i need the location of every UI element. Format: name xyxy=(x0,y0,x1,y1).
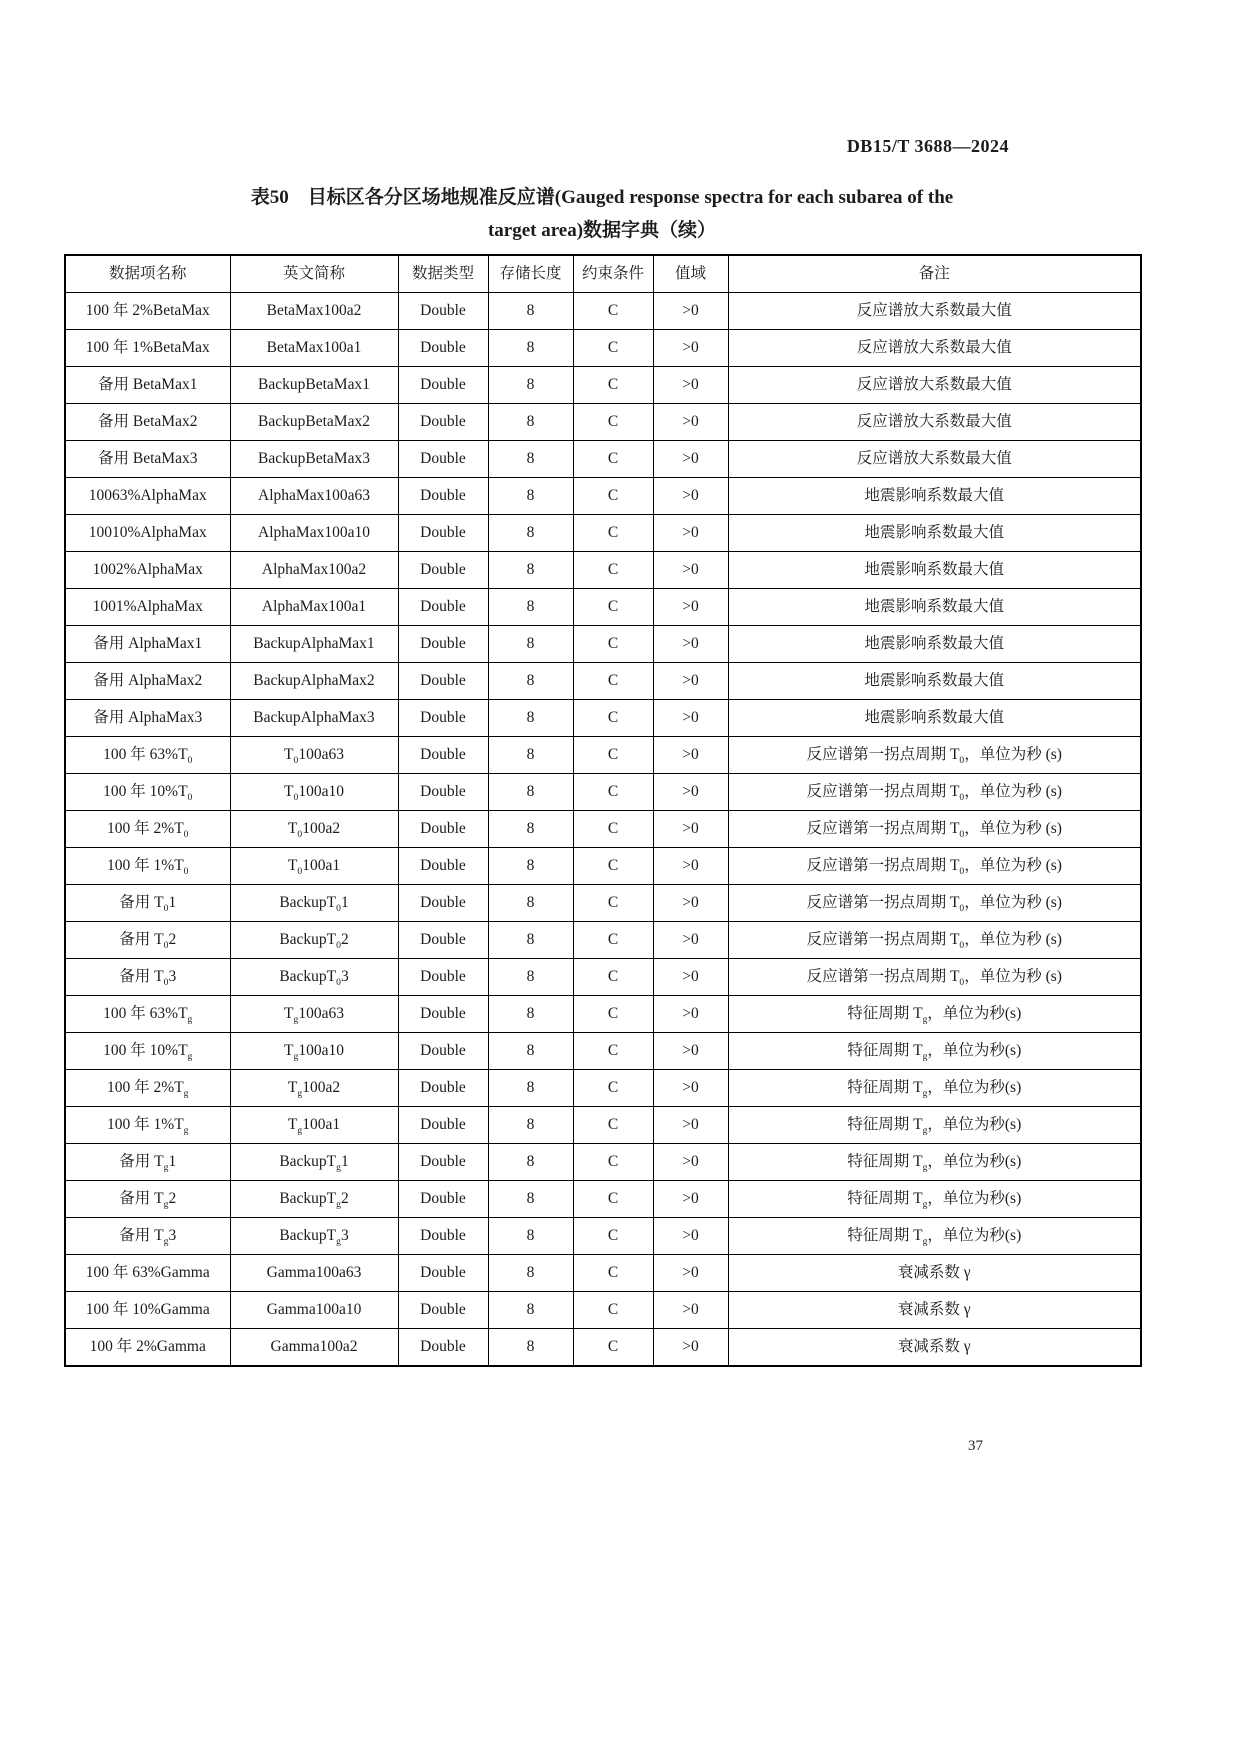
table-cell: >0 xyxy=(653,626,728,663)
table-cell: 备用 $T_03$ xyxy=(65,959,230,996)
table-cell: BackupAlphaMax1 xyxy=(230,626,398,663)
data-dictionary-table xyxy=(64,254,1142,1367)
table-cell: $T_0100a63$ xyxy=(230,737,398,774)
table-cell: 反应谱第一拐点周期 $T_0$，单位为秒 (s) xyxy=(728,885,1141,922)
table-cell: 8 xyxy=(488,774,573,811)
table-cell: C xyxy=(573,922,653,959)
table-cell: >0 xyxy=(653,1107,728,1144)
table-cell: BackupBetaMax3 xyxy=(230,441,398,478)
table-cell: BackupT$_0$2 xyxy=(230,922,398,959)
column-header-value-range: 值域 xyxy=(653,255,728,293)
table-row xyxy=(65,293,1141,330)
table-cell: 8 xyxy=(488,737,573,774)
table-cell: Double xyxy=(398,552,488,589)
table-cell: 反应谱第一拐点周期 $T_0$，单位为秒 (s) xyxy=(728,848,1141,885)
table-cell: C xyxy=(573,1144,653,1181)
table-cell: >0 xyxy=(653,589,728,626)
table-cell: BackupAlphaMax2 xyxy=(230,663,398,700)
table-cell: BackupT$_g$2 xyxy=(230,1181,398,1218)
table-cell: C xyxy=(573,885,653,922)
table-cell: 100 年 $2\%T_g$ xyxy=(65,1070,230,1107)
table-row xyxy=(65,589,1141,626)
table-row xyxy=(65,626,1141,663)
table-row xyxy=(65,404,1141,441)
table-cell: BackupT$_g$3 xyxy=(230,1218,398,1255)
table-cell: 8 xyxy=(488,848,573,885)
table-cell: 1002%AlphaMax xyxy=(65,552,230,589)
table-cell: BackupT$_0$1 xyxy=(230,885,398,922)
table-cell: BackupAlphaMax3 xyxy=(230,700,398,737)
table-row xyxy=(65,922,1141,959)
table-cell: 反应谱第一拐点周期 $T_0$，单位为秒 (s) xyxy=(728,922,1141,959)
table-cell: 100 年 $63\%T_g$ xyxy=(65,996,230,1033)
table-row xyxy=(65,478,1141,515)
table-cell: Double xyxy=(398,626,488,663)
table-cell: 100 年 $10\%T_0$ xyxy=(65,774,230,811)
table-title xyxy=(64,181,1140,248)
table-cell: C xyxy=(573,552,653,589)
table-row xyxy=(65,367,1141,404)
column-header-data-type: 数据类型 xyxy=(398,255,488,293)
table-cell: >0 xyxy=(653,330,728,367)
table-cell: 8 xyxy=(488,996,573,1033)
table-cell: 备用 $T_02$ xyxy=(65,922,230,959)
table-cell: >0 xyxy=(653,1218,728,1255)
column-header-remarks: 备注 xyxy=(728,255,1141,293)
table-row xyxy=(65,663,1141,700)
table-cell: 地震影响系数最大值 xyxy=(728,478,1141,515)
table-cell: AlphaMax100a10 xyxy=(230,515,398,552)
table-cell: 特征周期 $T_g$，单位为秒(s) xyxy=(728,1070,1141,1107)
table-cell: C xyxy=(573,1070,653,1107)
table-cell: >0 xyxy=(653,663,728,700)
table-cell: BetaMax100a1 xyxy=(230,330,398,367)
table-cell: >0 xyxy=(653,1181,728,1218)
table-cell: 特征周期 $T_g$，单位为秒(s) xyxy=(728,1218,1141,1255)
table-cell: 8 xyxy=(488,515,573,552)
table-cell: 反应谱第一拐点周期 $T_0$，单位为秒 (s) xyxy=(728,737,1141,774)
table-cell: 备用 $T_g1$ xyxy=(65,1144,230,1181)
table-cell: 地震影响系数最大值 xyxy=(728,663,1141,700)
table-row xyxy=(65,1070,1141,1107)
column-header-data-item-name: 数据项名称 xyxy=(65,255,230,293)
table-cell: Double xyxy=(398,737,488,774)
table-cell: C xyxy=(573,367,653,404)
table-cell: $T_g100a10$ xyxy=(230,1033,398,1070)
table-cell: 100 年 10%Gamma xyxy=(65,1292,230,1329)
table-cell: 8 xyxy=(488,441,573,478)
table-cell: >0 xyxy=(653,1292,728,1329)
table-cell: >0 xyxy=(653,922,728,959)
table-cell: 特征周期 $T_g$，单位为秒(s) xyxy=(728,996,1141,1033)
table-cell: 衰减系数 γ xyxy=(728,1329,1141,1367)
table-row xyxy=(65,737,1141,774)
table-cell: AlphaMax100a63 xyxy=(230,478,398,515)
table-cell: >0 xyxy=(653,811,728,848)
table-cell: Double xyxy=(398,330,488,367)
table-cell: $T_0100a1$ xyxy=(230,848,398,885)
data-dictionary-table-wrap xyxy=(64,254,1140,1367)
table-cell: C xyxy=(573,515,653,552)
table-cell: 100 年 2%Gamma xyxy=(65,1329,230,1367)
table-cell: 地震影响系数最大值 xyxy=(728,552,1141,589)
table-cell: Double xyxy=(398,293,488,330)
table-title-line1: 表50 目标区各分区场地规准反应谱(Gauged response spectra for each subarea of the xyxy=(250,187,954,208)
table-cell: 反应谱放大系数最大值 xyxy=(728,404,1141,441)
table-cell: 100 年 1%BetaMax xyxy=(65,330,230,367)
table-cell: 10063%AlphaMax xyxy=(65,478,230,515)
column-header-storage-length: 存储长度 xyxy=(488,255,573,293)
table-cell: 反应谱放大系数最大值 xyxy=(728,441,1141,478)
table-cell: 反应谱第一拐点周期 $T_0$，单位为秒 (s) xyxy=(728,774,1141,811)
table-cell: 8 xyxy=(488,959,573,996)
table-cell: Double xyxy=(398,1329,488,1367)
table-row xyxy=(65,515,1141,552)
table-cell: 100 年 63%Gamma xyxy=(65,1255,230,1292)
table-cell: >0 xyxy=(653,404,728,441)
table-cell: Double xyxy=(398,1107,488,1144)
table-row xyxy=(65,700,1141,737)
table-row xyxy=(65,1144,1141,1181)
table-cell: >0 xyxy=(653,367,728,404)
table-cell: 100 年 $63\%T_0$ xyxy=(65,737,230,774)
table-cell: AlphaMax100a1 xyxy=(230,589,398,626)
table-cell: 地震影响系数最大值 xyxy=(728,515,1141,552)
table-cell: 备用 AlphaMax3 xyxy=(65,700,230,737)
table-cell: >0 xyxy=(653,552,728,589)
table-cell: 100 年 $10\%T_g$ xyxy=(65,1033,230,1070)
table-cell: 8 xyxy=(488,700,573,737)
table-cell: 特征周期 $T_g$，单位为秒(s) xyxy=(728,1107,1141,1144)
table-cell: 备用 BetaMax3 xyxy=(65,441,230,478)
table-row xyxy=(65,959,1141,996)
table-cell: C xyxy=(573,1181,653,1218)
table-cell: C xyxy=(573,1218,653,1255)
table-cell: >0 xyxy=(653,774,728,811)
table-row xyxy=(65,552,1141,589)
table-cell: C xyxy=(573,959,653,996)
table-cell: C xyxy=(573,589,653,626)
table-cell: 特征周期 $T_g$，单位为秒(s) xyxy=(728,1033,1141,1070)
table-cell: Double xyxy=(398,848,488,885)
table-cell: 备用 BetaMax1 xyxy=(65,367,230,404)
table-cell: >0 xyxy=(653,478,728,515)
table-cell: Double xyxy=(398,1033,488,1070)
table-header-row xyxy=(65,255,1141,293)
table-cell: C xyxy=(573,330,653,367)
table-cell: >0 xyxy=(653,848,728,885)
table-cell: 8 xyxy=(488,1181,573,1218)
table-row xyxy=(65,1107,1141,1144)
table-cell: BetaMax100a2 xyxy=(230,293,398,330)
table-cell: 地震影响系数最大值 xyxy=(728,700,1141,737)
table-cell: >0 xyxy=(653,1144,728,1181)
table-cell: $T_g100a2$ xyxy=(230,1070,398,1107)
table-row xyxy=(65,330,1141,367)
table-cell: Double xyxy=(398,1070,488,1107)
table-cell: 8 xyxy=(488,478,573,515)
table-cell: >0 xyxy=(653,1255,728,1292)
table-cell: 备用 $T_g3$ xyxy=(65,1218,230,1255)
table-cell: >0 xyxy=(653,1033,728,1070)
table-cell: $T_g100a63$ xyxy=(230,996,398,1033)
table-cell: 反应谱放大系数最大值 xyxy=(728,367,1141,404)
page-number: 37 xyxy=(968,1438,983,1454)
table-row xyxy=(65,774,1141,811)
table-cell: Gamma100a2 xyxy=(230,1329,398,1367)
table-body xyxy=(65,293,1141,1367)
table-cell: 8 xyxy=(488,811,573,848)
table-cell: 衰减系数 γ xyxy=(728,1255,1141,1292)
table-cell: C xyxy=(573,1292,653,1329)
table-cell: 8 xyxy=(488,367,573,404)
table-cell: C xyxy=(573,1329,653,1367)
table-cell: Double xyxy=(398,589,488,626)
table-cell: Double xyxy=(398,515,488,552)
table-cell: 反应谱放大系数最大值 xyxy=(728,293,1141,330)
table-cell: >0 xyxy=(653,700,728,737)
doc-number: DB15/T 3688—2024 xyxy=(846,136,1009,156)
table-cell: BackupBetaMax1 xyxy=(230,367,398,404)
table-cell: Double xyxy=(398,663,488,700)
table-cell: 100 年 $1\%T_g$ xyxy=(65,1107,230,1144)
table-cell: C xyxy=(573,700,653,737)
table-cell: Double xyxy=(398,1144,488,1181)
table-cell: C xyxy=(573,478,653,515)
table-cell: >0 xyxy=(653,1329,728,1367)
table-cell: 特征周期 $T_g$，单位为秒(s) xyxy=(728,1181,1141,1218)
table-cell: 备用 AlphaMax2 xyxy=(65,663,230,700)
table-cell: BackupT$_0$3 xyxy=(230,959,398,996)
table-cell: 备用 BetaMax2 xyxy=(65,404,230,441)
table-cell: 反应谱第一拐点周期 $T_0$，单位为秒 (s) xyxy=(728,959,1141,996)
table-row xyxy=(65,1292,1141,1329)
table-cell: 特征周期 $T_g$，单位为秒(s) xyxy=(728,1144,1141,1181)
table-cell: BackupT$_g$1 xyxy=(230,1144,398,1181)
table-cell: >0 xyxy=(653,293,728,330)
table-cell: Gamma100a63 xyxy=(230,1255,398,1292)
table-cell: >0 xyxy=(653,1070,728,1107)
table-cell: Double xyxy=(398,1218,488,1255)
table-cell: C xyxy=(573,1107,653,1144)
table-cell: Double xyxy=(398,404,488,441)
table-cell: 8 xyxy=(488,626,573,663)
table-cell: C xyxy=(573,1033,653,1070)
table-cell: Double xyxy=(398,1181,488,1218)
table-cell: >0 xyxy=(653,959,728,996)
table-row xyxy=(65,1181,1141,1218)
table-cell: 衰减系数 γ xyxy=(728,1292,1141,1329)
table-cell: C xyxy=(573,404,653,441)
table-cell: 8 xyxy=(488,1144,573,1181)
table-cell: Double xyxy=(398,700,488,737)
table-cell: Double xyxy=(398,811,488,848)
table-cell: >0 xyxy=(653,441,728,478)
table-cell: $T_0100a10$ xyxy=(230,774,398,811)
table-row xyxy=(65,996,1141,1033)
table-cell: C xyxy=(573,1255,653,1292)
table-row xyxy=(65,1218,1141,1255)
table-cell: 地震影响系数最大值 xyxy=(728,589,1141,626)
table-row xyxy=(65,811,1141,848)
table-cell: 8 xyxy=(488,885,573,922)
table-cell: C xyxy=(573,996,653,1033)
table-cell: $T_0100a2$ xyxy=(230,811,398,848)
table-cell: 8 xyxy=(488,1255,573,1292)
table-cell: 8 xyxy=(488,552,573,589)
table-cell: 备用 $T_01$ xyxy=(65,885,230,922)
table-row xyxy=(65,441,1141,478)
table-cell: $T_g100a1$ xyxy=(230,1107,398,1144)
table-cell: Double xyxy=(398,367,488,404)
table-cell: C xyxy=(573,774,653,811)
table-cell: C xyxy=(573,811,653,848)
table-cell: C xyxy=(573,663,653,700)
table-cell: 8 xyxy=(488,1107,573,1144)
table-cell: 反应谱放大系数最大值 xyxy=(728,330,1141,367)
table-cell: 反应谱第一拐点周期 $T_0$，单位为秒 (s) xyxy=(728,811,1141,848)
table-cell: C xyxy=(573,441,653,478)
table-cell: 8 xyxy=(488,663,573,700)
table-cell: 100 年 $1\%T_0$ xyxy=(65,848,230,885)
table-cell: Double xyxy=(398,885,488,922)
table-cell: 8 xyxy=(488,1070,573,1107)
table-cell: 8 xyxy=(488,1292,573,1329)
table-cell: 8 xyxy=(488,1033,573,1070)
table-row xyxy=(65,885,1141,922)
table-cell: 8 xyxy=(488,1218,573,1255)
table-cell: C xyxy=(573,848,653,885)
table-cell: Double xyxy=(398,441,488,478)
table-cell: C xyxy=(573,626,653,663)
table-row xyxy=(65,1255,1141,1292)
table-cell: >0 xyxy=(653,996,728,1033)
table-cell: 8 xyxy=(488,922,573,959)
table-row xyxy=(65,1033,1141,1070)
table-cell: Double xyxy=(398,478,488,515)
table-cell: Double xyxy=(398,1255,488,1292)
table-cell: Double xyxy=(398,996,488,1033)
table-cell: 100 年 $2\%T_0$ xyxy=(65,811,230,848)
table-cell: BackupBetaMax2 xyxy=(230,404,398,441)
table-cell: Double xyxy=(398,959,488,996)
table-cell: 10010%AlphaMax xyxy=(65,515,230,552)
table-cell: C xyxy=(573,737,653,774)
table-cell: Double xyxy=(398,1292,488,1329)
table-cell: 8 xyxy=(488,330,573,367)
table-cell: C xyxy=(573,293,653,330)
table-cell: Double xyxy=(398,774,488,811)
table-cell: 8 xyxy=(488,404,573,441)
table-cell: 地震影响系数最大值 xyxy=(728,626,1141,663)
table-cell: Gamma100a10 xyxy=(230,1292,398,1329)
table-cell: >0 xyxy=(653,885,728,922)
table-cell: AlphaMax100a2 xyxy=(230,552,398,589)
table-title-line2: target area)数据字典（续） xyxy=(487,220,717,242)
table-cell: 1001%AlphaMax xyxy=(65,589,230,626)
table-cell: 8 xyxy=(488,589,573,626)
column-header-english-abbr: 英文简称 xyxy=(230,255,398,293)
table-cell: >0 xyxy=(653,737,728,774)
table-row xyxy=(65,848,1141,885)
table-cell: Double xyxy=(398,922,488,959)
table-cell: 8 xyxy=(488,293,573,330)
table-cell: 备用 $T_g2$ xyxy=(65,1181,230,1218)
table-row xyxy=(65,1329,1141,1367)
table-cell: >0 xyxy=(653,515,728,552)
table-cell: 8 xyxy=(488,1329,573,1367)
column-header-constraint: 约束条件 xyxy=(573,255,653,293)
table-cell: 100 年 2%BetaMax xyxy=(65,293,230,330)
table-cell: 备用 AlphaMax1 xyxy=(65,626,230,663)
